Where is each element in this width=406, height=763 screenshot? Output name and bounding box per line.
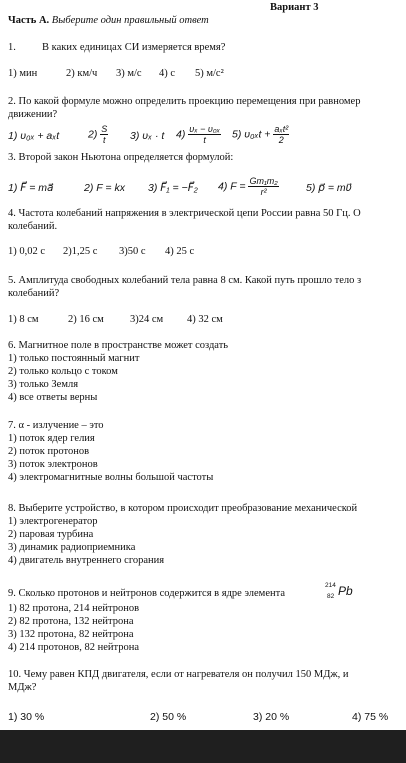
q1-option-4: 4) с [159,68,176,79]
q2-option-2-num: S [101,124,108,134]
q3-option-4-num: Gm₁m₂ [249,176,278,186]
q7-option-3: 3) поток электронов [8,459,98,470]
variant-title: Вариант 3 [270,2,319,13]
q4-text-line2: колебаний. [8,221,58,232]
q9-option-1: 1) 82 протона, 214 нейтронов [8,603,140,614]
part-heading [8,15,209,27]
q2-option-4 [176,124,221,145]
q2-option-5-label: 5) υ₀ₓt + [232,128,271,141]
q8-option-2: 2) паровая турбина [8,529,94,540]
q6-option-1: 1) только постоянный магнит [8,353,140,364]
q5-option-4: 4) 32 см [187,314,223,325]
q2-option-4-fraction [188,124,221,145]
q1-option-3: 3) м/с [116,68,142,79]
q4-text-line1: 4. Частота колебаний напряжения в электрической цепи России равна 50 Гц. О [8,208,361,219]
q3-option-2: 2) F = kx [84,182,125,194]
q2-option-2 [88,124,108,145]
q2-option-5-fraction [273,124,289,145]
q4-option-1: 1) 0,02 с [8,246,46,257]
part-task: Выберите один правильный ответ [51,15,209,26]
q1-option-1: 1) мин [8,68,38,79]
q10-option-2: 2) 50 % [150,711,187,723]
q3-option-3: 3) F⃗₁ = −F⃗₂ [148,182,198,194]
q6-option-2: 2) только кольцо с током [8,366,118,377]
q10-option-1: 1) 30 % [8,711,45,723]
q3-option-4-label: 4) F = [218,180,246,193]
q7-option-2: 2) поток протонов [8,446,90,457]
q3-option-4-fraction [248,176,278,197]
q2-option-2-den: t [103,135,106,145]
q2-option-5-num: aₓt² [274,124,289,134]
q5-option-1: 1) 8 см [8,314,39,325]
q2-text-line2: движении? [8,109,58,120]
q1-option-5: 5) м/с² [195,68,224,79]
q3-option-4-den: r² [260,187,267,197]
q6-option-3: 3) только Земля [8,379,79,390]
q1-text: В каких единицах СИ измеряется время? [42,42,226,53]
q9-element: Pb [338,584,353,598]
q5-text-line1: 5. Амплитуда свободных колебаний тела равна 8 см. Какой путь прошло тело з [8,275,362,286]
q2-option-2-label: 2) [88,128,98,141]
q6-text: 6. Магнитное поле в пространстве может создать [8,340,229,351]
q3-option-5: 5) p⃗ = mυ⃗ [306,182,352,194]
q1-option-2: 2) км/ч [66,68,98,79]
q9-atomic-number: 82 [327,593,335,600]
q10-option-4: 4) 75 % [352,711,389,723]
q9-text: 9. Сколько протонов и нейтронов содержится в ядре элемента [8,588,285,599]
q2-option-5-den: 2 [278,135,284,145]
q2-option-1: 1) υ₀ₓ + aₓt [8,130,60,142]
q2-option-4-num: υₓ − υ₀ₓ [189,124,221,134]
q2-option-4-label: 4) [176,128,186,141]
q7-option-4: 4) электромагнитные волны большой частоты [8,472,214,483]
q6-option-4: 4) все ответы верны [8,392,98,403]
q3-text: 3. Второй закон Ньютона определяется формулой: [8,152,234,163]
q9-option-2: 2) 82 протона, 132 нейтрона [8,616,134,627]
q9-option-4: 4) 214 протонов, 82 нейтрона [8,642,140,653]
q7-option-1: 1) поток ядер гелия [8,433,95,444]
q10-text-line1: 10. Чему равен КПД двигателя, если от нагревателя он получил 150 МДж, и [8,669,349,680]
q10-option-3: 3) 20 % [253,711,290,723]
q4-option-2: 2)1,25 с [63,246,98,257]
q8-option-4: 4) двигатель внутреннего сгорания [8,555,165,566]
q5-option-2: 2) 16 см [68,314,104,325]
q2-option-5 [232,124,289,145]
q2-option-3: 3) υₓ · t [130,130,165,142]
q3-option-1: 1) F⃗ = ma⃗ [8,182,54,194]
bottom-dark-bar [0,730,406,763]
q2-text-line1: 2. По какой формуле можно определить проекцию перемещения при равномер [8,96,361,107]
q9-element-symbol [325,582,365,604]
q2-option-4-den: t [203,135,206,145]
q1-number: 1. [8,42,16,53]
q5-option-3: 3)24 см [130,314,164,325]
q5-text-line2: колебаний? [8,288,60,299]
q8-text: 8. Выберите устройство, в котором происходит преобразование механической [8,503,358,514]
part-label: Часть А. [8,15,50,26]
q4-option-4: 4) 25 с [165,246,195,257]
q7-text: 7. α - излучение – это [8,420,104,431]
q10-text-line2: МДж? [8,682,37,693]
q8-option-3: 3) динамик радиоприемника [8,542,136,553]
q4-option-3: 3)50 с [119,246,146,257]
q2-option-2-fraction [100,124,108,145]
q3-option-4 [218,176,279,197]
q9-option-3: 3) 132 протона, 82 нейтрона [8,629,134,640]
q9-mass-number: 214 [325,582,336,589]
q8-option-1: 1) электрогенератор [8,516,98,527]
